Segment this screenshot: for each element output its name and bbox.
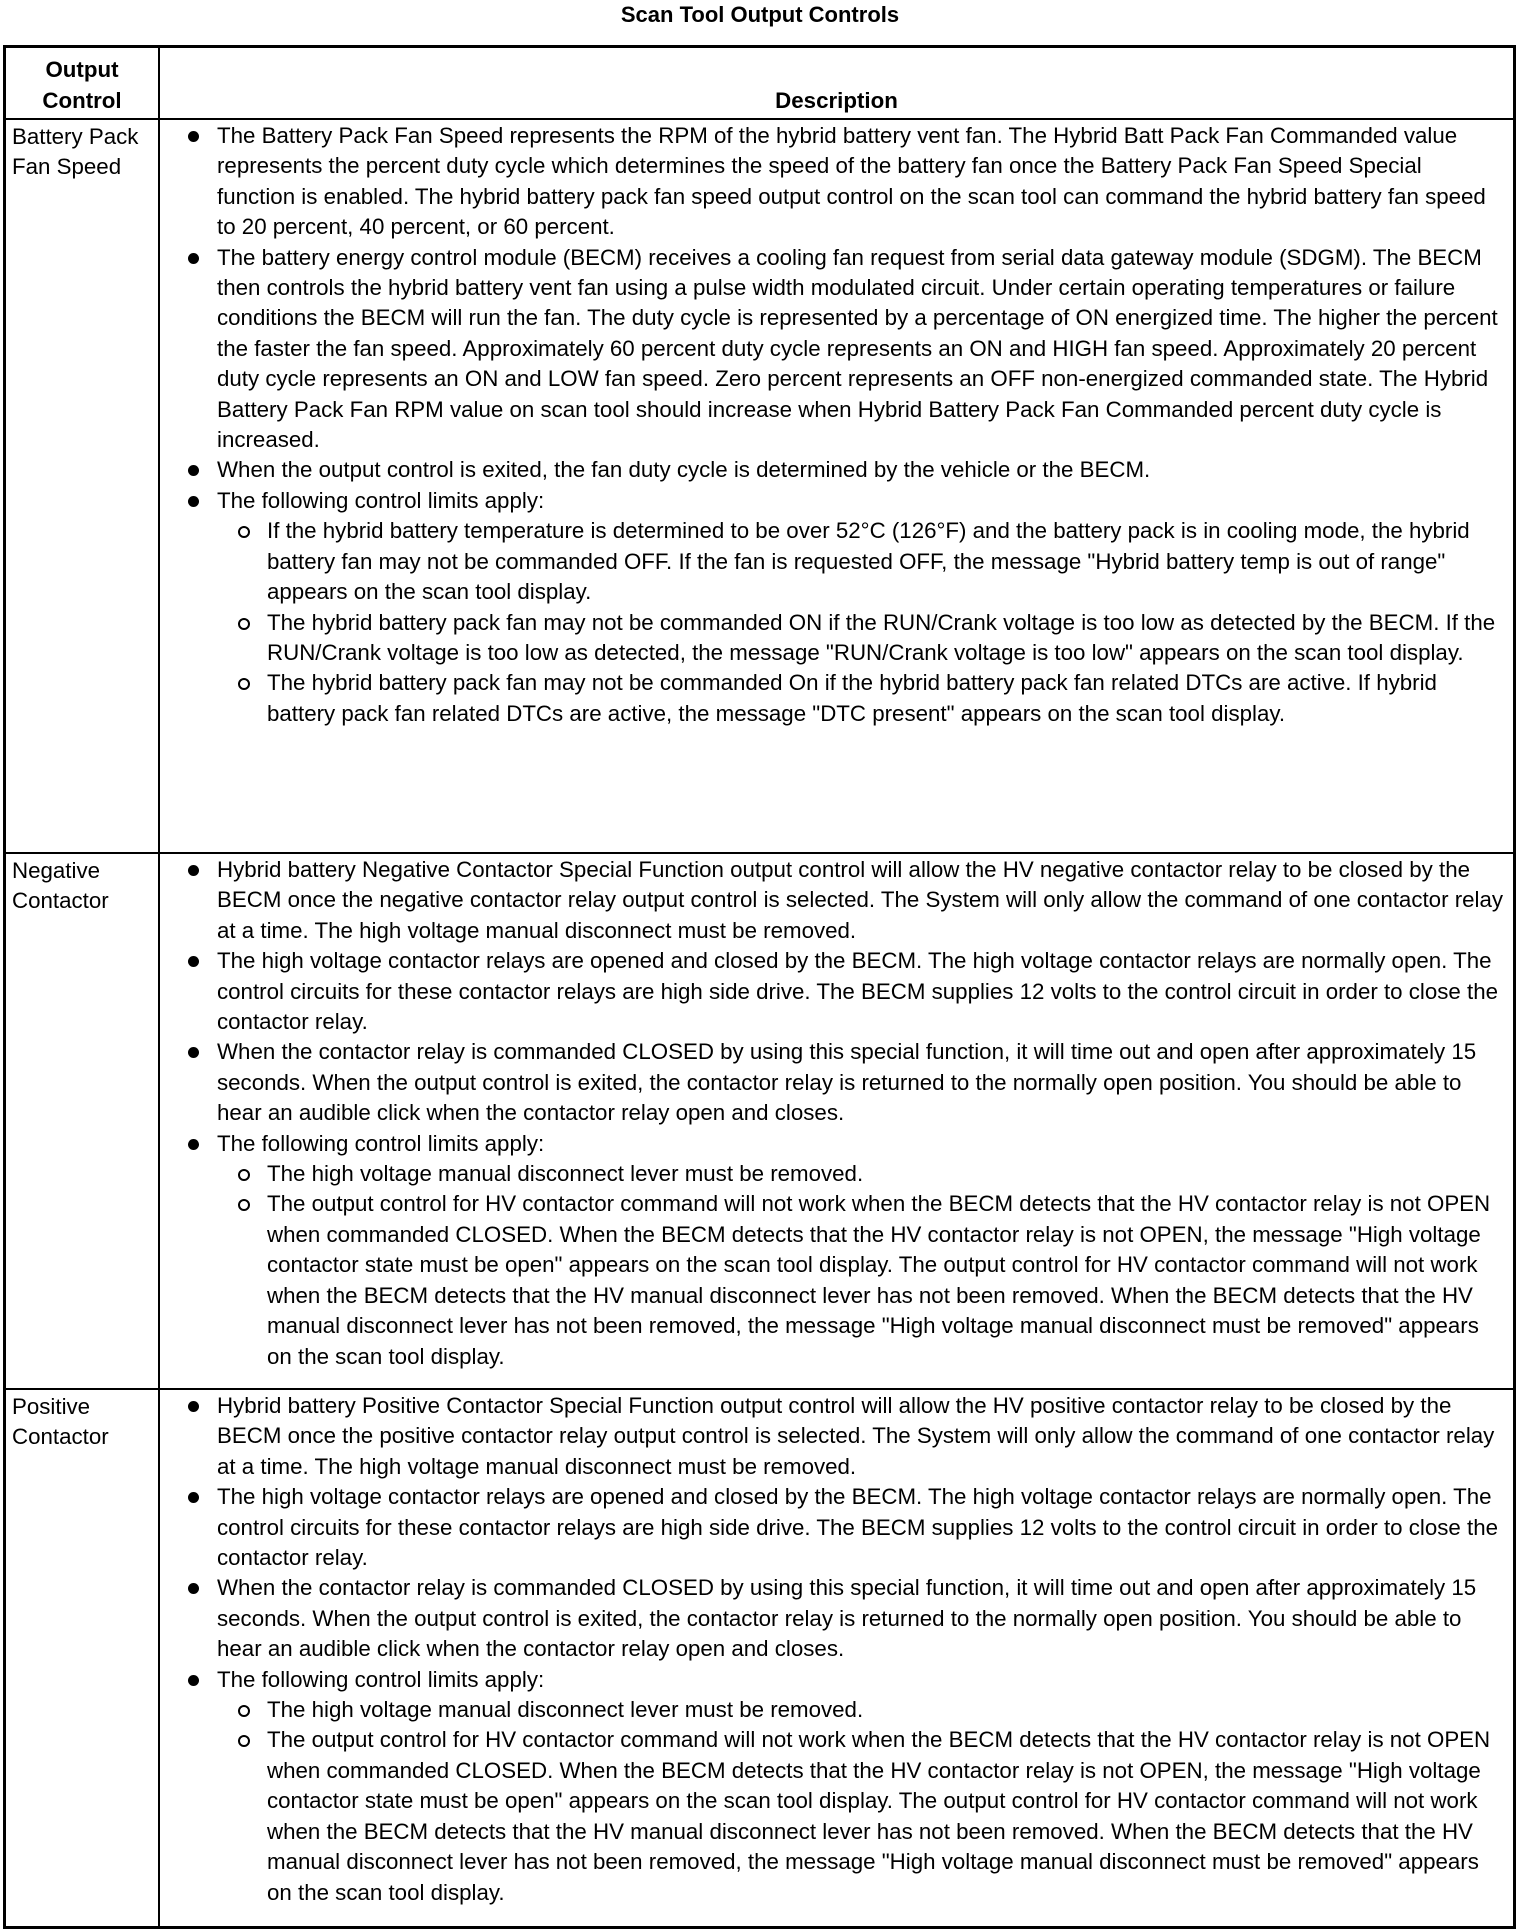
bullet-item: The following control limits apply: [160, 1129, 1505, 1159]
table-row [5, 1389, 1515, 1927]
bullet-item: The Battery Pack Fan Speed represents the RPM of the hybrid battery vent fan. The Hybrid Batt Pack Fan Commanded value represents the percent duty cycle which determines the speed of the battery fan once the Battery Pack Fan Speed Special function is enabled. The hybrid battery pack fan speed output control on the scan tool can command the hybrid battery fan speed to 20 percent, 40 percent, or 60 percent. [160, 121, 1505, 243]
header-description: Description [159, 47, 1515, 120]
description-cell [159, 1389, 1515, 1927]
bullet-item: The high voltage contactor relays are opened and closed by the BECM. The high voltage contactor relays are normally open. The control circuits for these contactor relays are high side drive. The BECM supplies 12 volts to the control circuit in order to close the contactor relay. [160, 1482, 1505, 1573]
bullet-item: When the contactor relay is commanded CLOSED by using this special function, it will time out and open after approximately 15 seconds. When the output control is exited, the contactor relay is returned to the normally open position. You should be able to hear an audible click when the contactor relay open and closes. [160, 1573, 1505, 1664]
bullet-item: Hybrid battery Positive Contactor Special Function output control will allow the HV positive contactor relay to be closed by the BECM once the positive contactor relay output control is selected. The System will only allow the command of one contactor relay at a time. The high voltage manual disconnect must be removed. [160, 1391, 1505, 1482]
bullet-item: When the output control is exited, the fan duty cycle is determined by the vehicle or the BECM. [160, 455, 1505, 485]
output-controls-table [3, 45, 1516, 1929]
output-control-name: Positive Contactor [5, 1389, 160, 1927]
sub-bullet-item: The output control for HV contactor command will not work when the BECM detects that the HV contactor relay is not OPEN when commanded CLOSED. When the BECM detects that the HV contactor relay is not OPEN, the message "High voltage contactor state must be open" appears on the scan tool display. The output control for HV contactor command will not work when the BECM detects that the HV manual disconnect lever has not been removed. When the BECM detects that the HV manual disconnect lever has not been removed, the message "High voltage manual disconnect must be removed" appears on the scan tool display. [160, 1725, 1505, 1907]
bullet-item: The high voltage contactor relays are opened and closed by the BECM. The high voltage contactor relays are normally open. The control circuits for these contactor relays are high side drive. The BECM supplies 12 volts to the control circuit in order to close the contactor relay. [160, 946, 1505, 1037]
bullet-item: The following control limits apply: [160, 1665, 1505, 1695]
bullet-item: The following control limits apply: [160, 486, 1505, 516]
description-cell [159, 119, 1515, 853]
output-control-name: Negative Contactor [5, 853, 160, 1389]
table-row [5, 853, 1515, 1389]
table-title: Scan Tool Output Controls [620, 2, 900, 27]
header-output-control: Output Control [5, 47, 160, 120]
sub-bullet-item: The high voltage manual disconnect lever must be removed. [160, 1695, 1505, 1725]
sub-bullet-item: The hybrid battery pack fan may not be commanded On if the hybrid battery pack fan related DTCs are active. If hybrid battery pack fan related DTCs are active, the message "DTC present" appears on the scan tool display. [160, 668, 1505, 729]
sub-bullet-item: The output control for HV contactor command will not work when the BECM detects that the HV contactor relay is not OPEN when commanded CLOSED. When the BECM detects that the HV contactor relay is not OPEN, the message "High voltage contactor state must be open" appears on the scan tool display. The output control for HV contactor command will not work when the BECM detects that the HV manual disconnect lever has not been removed. When the BECM detects that the HV manual disconnect lever has not been removed, the message "High voltage manual disconnect must be removed" appears on the scan tool display. [160, 1189, 1505, 1371]
table-row [5, 119, 1515, 853]
bullet-item: Hybrid battery Negative Contactor Special Function output control will allow the HV negative contactor relay to be closed by the BECM once the negative contactor relay output control is selected. The System will only allow the command of one contactor relay at a time. The high voltage manual disconnect must be removed. [160, 855, 1505, 946]
sub-bullet-item: The hybrid battery pack fan may not be commanded ON if the RUN/Crank voltage is too low as detected by the BECM. If the RUN/Crank voltage is too low as detected, the message "RUN/Crank voltage is too low" appears on the scan tool display. [160, 608, 1505, 669]
header-row [5, 47, 1515, 120]
bullet-item: The battery energy control module (BECM) receives a cooling fan request from serial data gateway module (SDGM). The BECM then controls the hybrid battery vent fan using a pulse width modulated circuit. Under certain operating temperatures or failure conditions the BECM will run the fan. The duty cycle is represented by a percentage of ON energized time. The higher the percent the faster the fan speed. Approximately 60 percent duty cycle represents an ON and HIGH fan speed. Approximately 20 percent duty cycle represents an ON and LOW fan speed. Zero percent represents an OFF non-energized commanded state. The Hybrid Battery Pack Fan RPM value on scan tool should increase when Hybrid Battery Pack Fan Commanded percent duty cycle is increased. [160, 243, 1505, 456]
description-cell [159, 853, 1515, 1389]
output-control-name: Battery Pack Fan Speed [5, 119, 160, 853]
sub-bullet-item: If the hybrid battery temperature is determined to be over 52°C (126°F) and the battery pack is in cooling mode, the hybrid battery fan may not be commanded OFF. If the fan is requested OFF, the message "Hybrid battery temp is out of range" appears on the scan tool display. [160, 516, 1505, 607]
bullet-item: When the contactor relay is commanded CLOSED by using this special function, it will time out and open after approximately 15 seconds. When the output control is exited, the contactor relay is returned to the normally open position. You should be able to hear an audible click when the contactor relay open and closes. [160, 1037, 1505, 1128]
sub-bullet-item: The high voltage manual disconnect lever must be removed. [160, 1159, 1505, 1189]
